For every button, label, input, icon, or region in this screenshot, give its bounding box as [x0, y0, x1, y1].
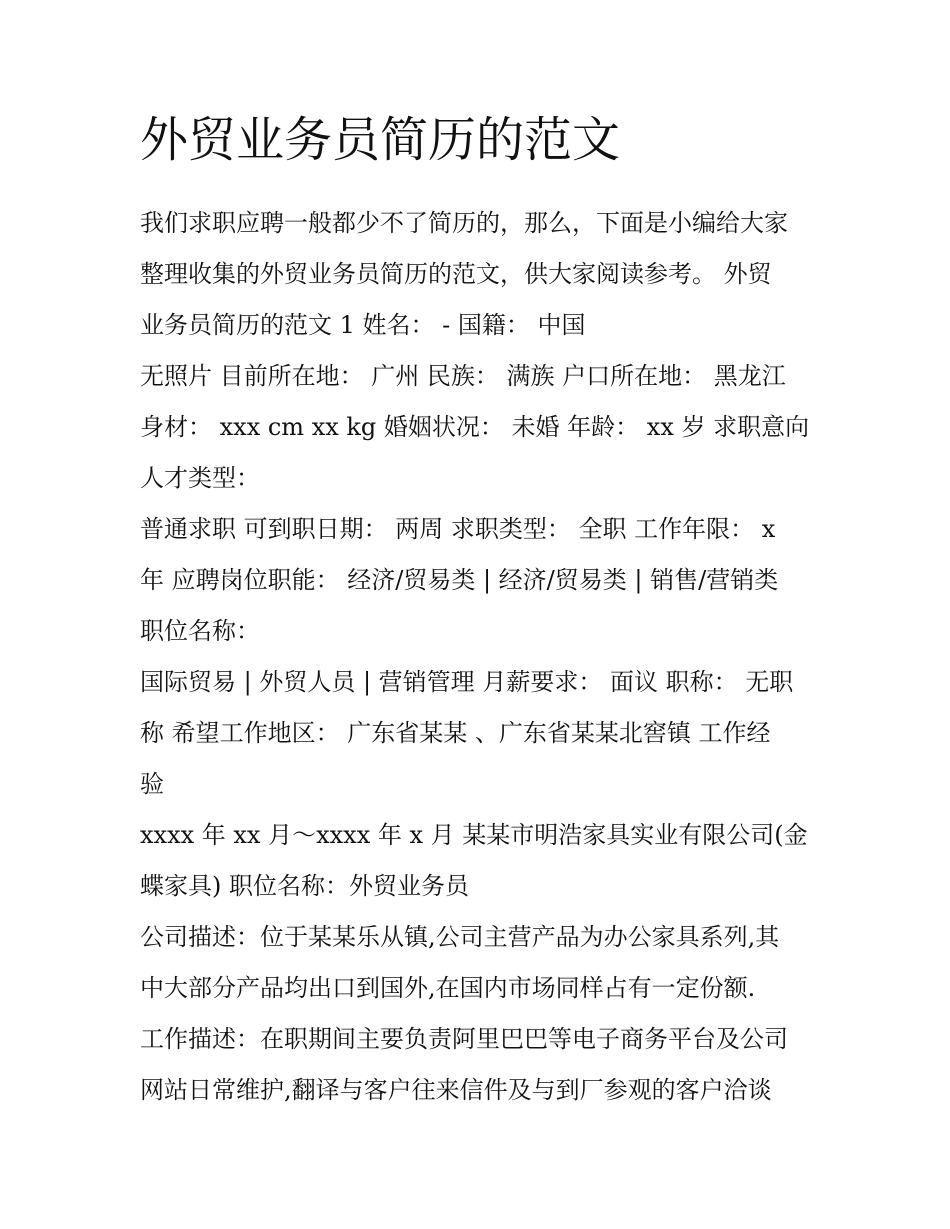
body-line: 业务员简历的范文 1 姓名： - 国籍： 中国 — [140, 311, 586, 339]
body-line: 职位名称： — [140, 617, 260, 645]
body-line: xxxx 年 xx 月～xxxx 年 x 月 某某市明浩家具实业有限公司(金 — [140, 821, 808, 849]
document-title: 外贸业务员简历的范文 — [140, 112, 621, 168]
body-line: 我们求职应聘一般都少不了简历的，那么，下面是小编给大家 — [140, 209, 788, 237]
body-line: 工作描述：在职期间主要负责阿里巴巴等电子商务平台及公司 — [140, 1025, 788, 1053]
body-line: 身材： xxx cm xx kg 婚姻状况： 未婚 年龄： xx 岁 求职意向 — [140, 413, 810, 441]
body-line: 人才类型： — [140, 464, 260, 492]
body-line: 整理收集的外贸业务员简历的范文，供大家阅读参考。 外贸 — [140, 260, 772, 288]
document-body — [140, 198, 820, 1116]
body-line: 网站日常维护,翻译与客户往来信件及与到厂参观的客户洽谈 — [140, 1076, 772, 1104]
body-line: 普通求职 可到职日期： 两周 求职类型： 全职 工作年限： x — [140, 515, 776, 543]
body-line: 国际贸易 | 外贸人员 | 营销管理 月薪要求： 面议 职称： 无职 — [140, 668, 794, 696]
body-line: 验 — [140, 770, 164, 798]
body-line: 蝶家具) 职位名称：外贸业务员 — [140, 872, 469, 900]
body-line: 公司描述：位于某某乐从镇,公司主营产品为办公家具系列,其 — [140, 923, 780, 951]
body-line: 中大部分产品均出口到国外,在国内市场同样占有一定份额. — [140, 974, 756, 1002]
body-line: 年 应聘岗位职能： 经济/贸易类 | 经济/贸易类 | 销售/营销类 — [140, 566, 779, 594]
body-line: 无照片 目前所在地： 广州 民族： 满族 户口所在地： 黑龙江 — [140, 362, 786, 390]
body-line: 称 希望工作地区： 广东省某某 、广东省某某北窖镇 工作经 — [140, 719, 771, 747]
